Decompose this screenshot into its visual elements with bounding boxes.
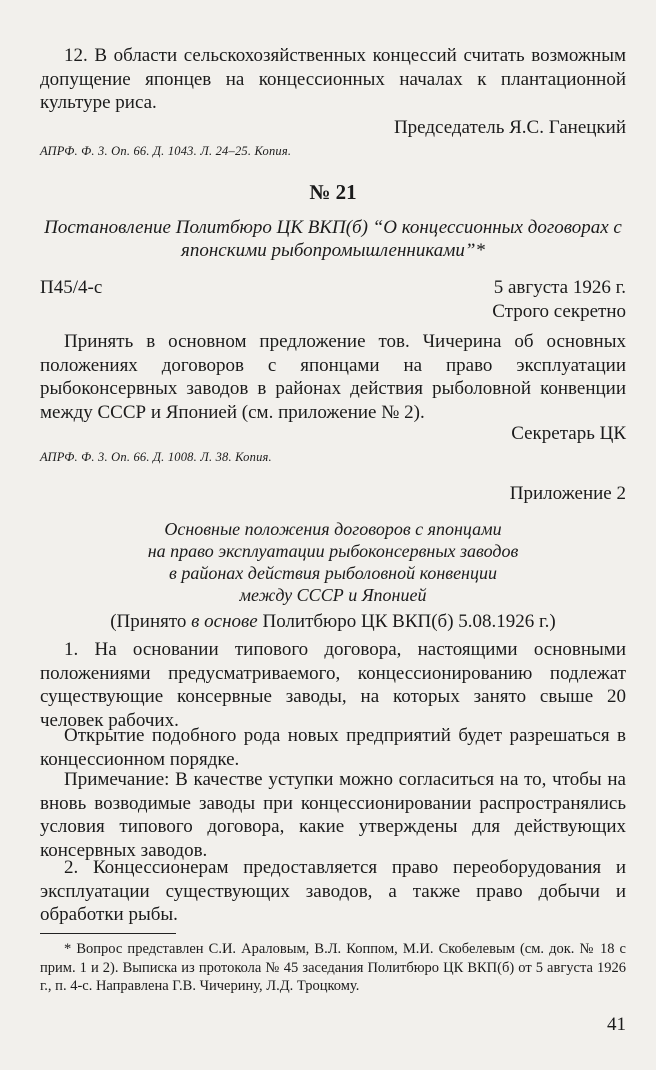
archive-source-1: АПРФ. Ф. 3. Оп. 66. Д. 1043. Л. 24–25. Копия. xyxy=(40,144,292,158)
point-1b-text: Открытие подобного рода новых предприятий будет разрешаться в концессионном порядке. xyxy=(40,725,626,770)
adopted-block xyxy=(40,610,626,633)
footnote-text: * Вопрос представлен С.И. Араловым, В.Л. Коппом, М.И. Скобелевым (см. док. № 18 с прим. 1 и 2). Выписка из протокола № 45 заседания Политбюро ЦК ВКП(б) от 5 августа 1926 г., п. 4-с. Направлена Г.В. Чичерину, Л.Д. Троцкому. xyxy=(40,941,626,994)
paragraph-12 xyxy=(40,44,626,115)
secrecy-block xyxy=(40,300,626,323)
page-number: 41 xyxy=(607,1014,626,1035)
signature-chairman: Председатель Я.С. Ганецкий xyxy=(393,117,626,138)
signature-block-2 xyxy=(40,422,626,445)
decision-text: Принять в основном предложение тов. Чичерина об основных положениях договоров с японцами на право эксплуатации рыбоконсервных заводов в районах действия рыболовной конвенции между СССР и Японией (см. приложение № 2). xyxy=(40,331,626,423)
point-1-block xyxy=(40,638,626,732)
protocol-reference: П45/4-с xyxy=(40,277,103,298)
protocol-row xyxy=(40,276,626,299)
appendix-title-block xyxy=(40,518,626,606)
appendix-label-block xyxy=(40,482,626,505)
point-1b-block xyxy=(40,724,626,771)
doc-number-block xyxy=(40,180,626,205)
document-date: 5 августа 1926 г. xyxy=(493,277,626,298)
point-1-note-block xyxy=(40,768,626,862)
signature-secretary: Секретарь ЦК xyxy=(511,423,626,444)
appendix-title-line-1: Основные положения договоров с японцами xyxy=(164,519,502,539)
adopted-italic: в основе xyxy=(191,611,258,632)
appendix-label: Приложение 2 xyxy=(509,483,626,504)
doc-title-block xyxy=(40,216,626,262)
document-title: Постановление Политбюро ЦК ВКП(б) “О концессионных договорах с японскими рыбопромышленниками”* xyxy=(44,217,622,261)
point-2-block xyxy=(40,856,626,927)
adopted-note xyxy=(40,610,626,633)
source-block-1 xyxy=(40,144,626,159)
appendix-title-line-2: на право эксплуатации рыбоконсервных заводов xyxy=(147,541,519,561)
signature-block-1 xyxy=(40,116,626,139)
source-block-2 xyxy=(40,450,626,465)
secrecy-label: Строго секретно xyxy=(492,301,626,322)
appendix-title-line-4: между СССР и Японией xyxy=(239,585,427,605)
point-1-text: 1. На основании типового договора, настоящими основными положениями предусматриваемого, концессионированию подлежат существующие консервные заводы, на которых занято свыше 20 человек рабочих. xyxy=(40,639,626,731)
point-2-text: 2. Концессионерам предоставляется право переоборудования и эксплуатации существующих заводов, а также право добычи и обработки рыбы. xyxy=(40,857,626,925)
footnote-divider xyxy=(40,933,176,934)
archive-source-2: АПРФ. Ф. 3. Оп. 66. Д. 1008. Л. 38. Копия. xyxy=(40,450,272,464)
decision-block xyxy=(40,330,626,424)
paragraph-12-text: 12. В области сельскохозяйственных концессий считать возможным допущение японцев на концессионных началах к плантационной культуре риса. xyxy=(40,45,626,113)
point-1-note-text: Примечание: В качестве уступки можно согласиться на то, чтобы на вновь возводимые заводы при концессионировании распространялись условия типового договора, какие утверждены для действующих консервных заводов. xyxy=(40,769,626,861)
adopted-post: Политбюро ЦК ВКП(б) 5.08.1926 г.) xyxy=(257,611,556,632)
adopted-pre: (Принято xyxy=(110,611,192,632)
document-number: № 21 xyxy=(309,180,357,204)
appendix-title-line-3: в районах действия рыболовной конвенции xyxy=(169,563,497,583)
